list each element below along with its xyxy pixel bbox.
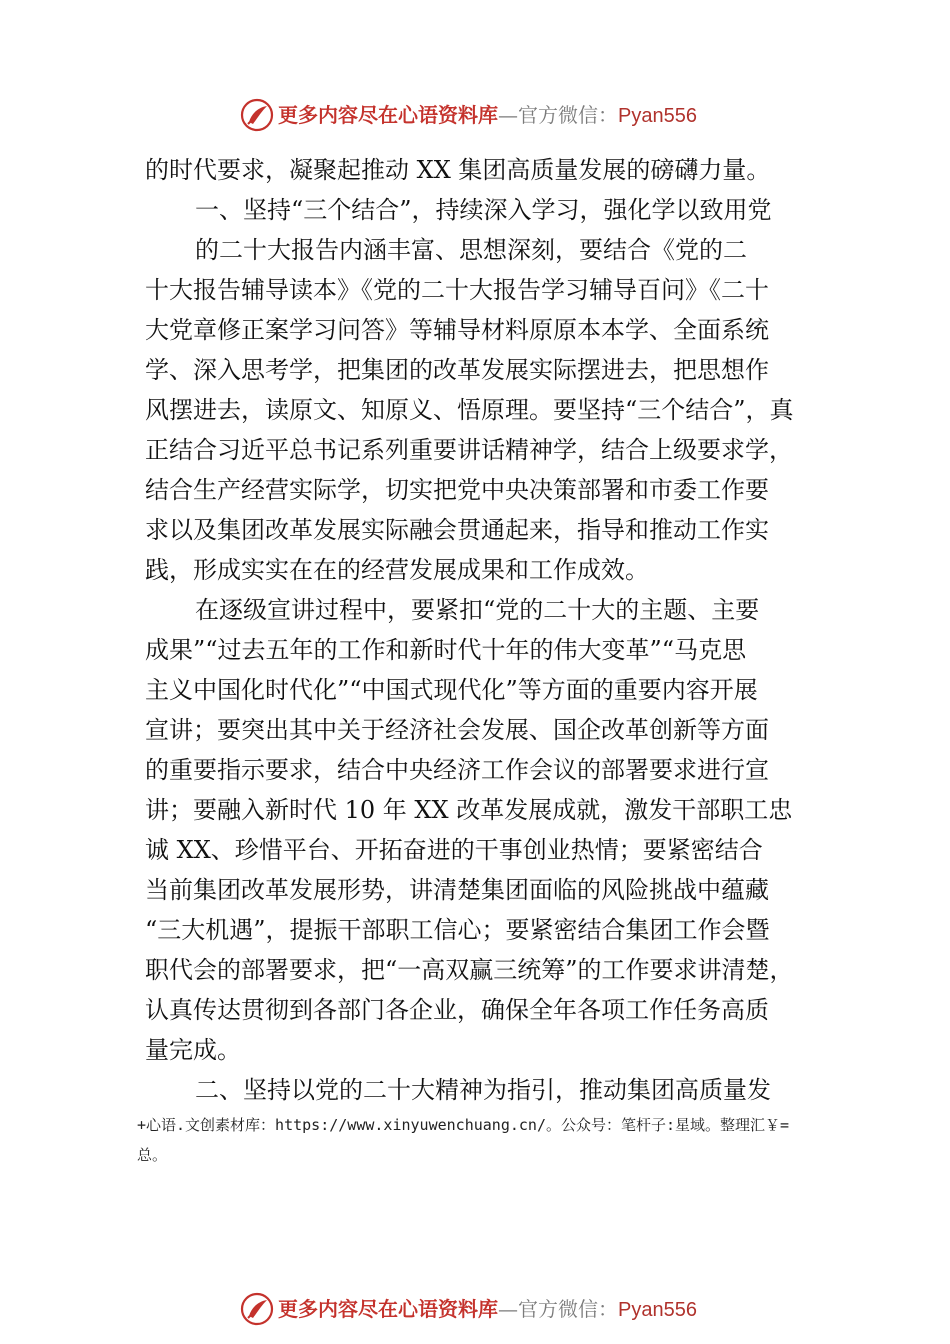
watermark-dash: —	[498, 1297, 518, 1321]
watermark-brand-text: 更多内容尽在心语资料库	[278, 1297, 498, 1321]
body-line: 在逐级宣讲过程中，要紧扣“党的二十大的主题、主要	[195, 596, 760, 624]
watermark-wechat-label: 官方微信：	[518, 1297, 618, 1321]
watermark-footer	[0, 1290, 950, 1330]
watermark-dash: —	[498, 103, 518, 127]
watermark-brand-text: 更多内容尽在心语资料库	[278, 103, 498, 127]
body-line: 主义中国化时代化”“中国式现代化”等方面的重要内容开展	[145, 676, 758, 704]
watermark-wechat-label: 官方微信：	[518, 103, 618, 127]
brand-logo-icon	[240, 98, 274, 132]
body-line: 结合生产经营实际学，切实把党中央决策部署和市委工作要	[145, 476, 769, 504]
body-line: 求以及集团改革发展实际融会贯通起来，指导和推动工作实	[145, 516, 769, 544]
body-line: 成果”“过去五年的工作和新时代十年的伟大变革”“马克思	[145, 636, 747, 664]
body-line: 风摆进去，读原文、知原义、悟原理。要坚持“三个结合”，真	[145, 396, 794, 424]
body-line: 十大报告辅导读本》《党的二十大报告学习辅导百问》《二十	[145, 276, 769, 304]
watermark-wechat-id: Pyan556	[618, 105, 697, 127]
document-body	[145, 150, 815, 1110]
body-line: 职代会的部署要求，把“一高双赢三统筹”的工作要求讲清楚，	[145, 956, 794, 984]
body-line: 一、坚持“三个结合”，持续深入学习，强化学以致用党	[195, 196, 772, 224]
footer-line-2: 总。	[137, 1146, 168, 1164]
body-line: 量完成。	[145, 1036, 241, 1064]
body-line: 的重要指示要求，结合中央经济工作会议的部署要求进行宣	[145, 756, 769, 784]
body-line: 讲；要融入新时代 10 年 XX 改革发展成就，激发干部职工忠	[145, 796, 793, 824]
body-line: 大党章修正案学习问答》等辅导材料原原本本学、全面系统	[145, 316, 769, 344]
watermark-wechat-id: Pyan556	[618, 1299, 697, 1321]
body-line: 践，形成实实在在的经营发展成果和工作成效。	[145, 556, 649, 584]
body-line: 二、坚持以党的二十大精神为指引，推动集团高质量发	[195, 1076, 771, 1104]
body-line: 诚 XX、珍惜平台、开拓奋进的干事创业热情；要紧密结合	[145, 836, 763, 864]
footer-line-1: +心语.文创素材库：https://www.xinyuwenchuang.cn/。公众号：笔杆子:星域。整理汇￥=	[137, 1116, 790, 1134]
body-line: 宣讲；要突出其中关于经济社会发展、国企改革创新等方面	[145, 716, 769, 744]
body-line: “三大机遇”，提振干部职工信心；要紧密结合集团工作会暨	[145, 916, 770, 944]
body-line: 认真传达贯彻到各部门各企业，确保全年各项工作任务高质	[145, 996, 769, 1024]
body-line: 的二十大报告内涵丰富、思想深刻，要结合《党的二	[195, 236, 747, 264]
body-line: 当前集团改革发展形势，讲清楚集团面临的风险挑战中蕴藏	[145, 876, 769, 904]
footer-note	[137, 1110, 857, 1170]
body-line: 正结合习近平总书记系列重要讲话精神学，结合上级要求学，	[145, 436, 793, 464]
body-line: 学、深入思考学，把集团的改革发展实际摆进去，把思想作	[145, 356, 769, 384]
body-line: 的时代要求，凝聚起推动 XX 集团高质量发展的磅礴力量。	[145, 156, 771, 184]
brand-logo-icon	[240, 1292, 274, 1326]
watermark-header	[0, 96, 950, 136]
